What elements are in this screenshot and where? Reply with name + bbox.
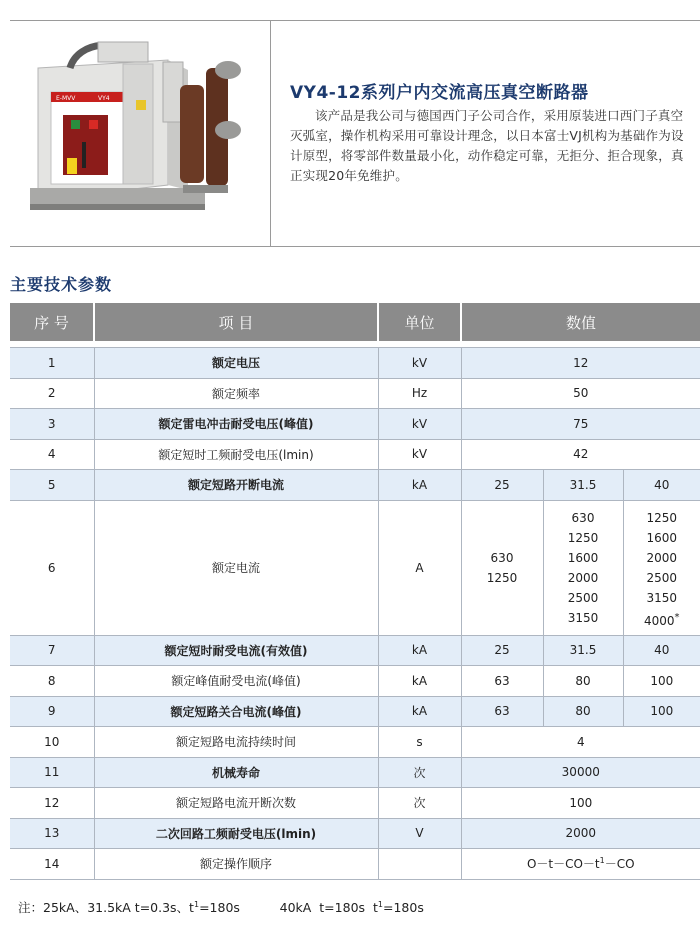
row-value: 50: [461, 378, 700, 409]
row-value-40: 40: [623, 470, 700, 501]
row-value-25: 25: [461, 635, 543, 666]
table-row: [10, 378, 700, 409]
photo-label-left: E-MVV: [56, 95, 76, 102]
row-seq: 12: [10, 788, 94, 819]
section-title: 主要技术参数: [10, 275, 113, 294]
table-row: [10, 788, 700, 819]
row-item: 额定操作顺序: [94, 849, 378, 880]
row-unit: A: [378, 500, 461, 635]
row-seq: 10: [10, 727, 94, 758]
row-value-31: 80: [543, 666, 623, 697]
row-value: 2000: [461, 818, 700, 849]
table-header: [10, 303, 700, 341]
note-mid: =180s 40kA t=180s t: [199, 900, 378, 915]
row-value-40: 40: [623, 635, 700, 666]
row-seq: 4: [10, 439, 94, 470]
row-value-31: 31.5: [543, 470, 623, 501]
row-value-40: 100: [623, 696, 700, 727]
table-row: [10, 849, 700, 880]
row-item: 二次回路工频耐受电压(lmin): [94, 818, 378, 849]
footnote: [18, 898, 424, 916]
table-row: [10, 818, 700, 849]
row-item: 额定短时工频耐受电压(lmin): [94, 439, 378, 470]
row-unit: kV: [378, 409, 461, 440]
row-item: 额定短路电流持续时间: [94, 727, 378, 758]
row-item: 机械寿命: [94, 757, 378, 788]
current-value: 2000: [646, 550, 678, 565]
row-seq: 8: [10, 666, 94, 697]
row-unit: kV: [378, 439, 461, 470]
table-row: [10, 409, 700, 440]
footnote-mark: *: [674, 611, 680, 623]
current-value: 3150: [567, 610, 599, 625]
row-seq: 14: [10, 849, 94, 880]
current-col-31: [543, 500, 623, 635]
current-value: 2500: [567, 590, 599, 605]
row-seq: 1: [10, 348, 94, 379]
row-value-40: 100: [623, 666, 700, 697]
note-sup: 1: [377, 899, 383, 909]
row-value-31: 31.5: [543, 635, 623, 666]
row-unit: kA: [378, 666, 461, 697]
row-item: 额定雷电冲击耐受电压(峰值): [94, 409, 378, 440]
current-value-text: 4000: [643, 613, 675, 628]
row-seq: 7: [10, 635, 94, 666]
table-row: [10, 757, 700, 788]
row-unit: kA: [378, 696, 461, 727]
row-value: 75: [461, 409, 700, 440]
header-item: 项 目: [94, 303, 378, 341]
table-row: [10, 348, 700, 379]
row-item: 额定电流: [94, 500, 378, 635]
header-unit: 单位: [378, 303, 461, 341]
seq-part: －CO: [604, 857, 635, 872]
row-unit: Hz: [378, 378, 461, 409]
header-value: 数值: [461, 303, 700, 341]
table-row: [10, 500, 700, 635]
row-item: 额定电压: [94, 348, 378, 379]
header-seq: 序 号: [10, 303, 94, 341]
header-top-rule: [10, 20, 700, 21]
seq-part: O－t－CO－t: [526, 857, 600, 872]
row-unit: kA: [378, 635, 461, 666]
row-value-25: 63: [461, 666, 543, 697]
row-seq: 3: [10, 409, 94, 440]
header-bottom-rule: [10, 246, 700, 247]
row-item: 额定短时耐受电流(有效值): [94, 635, 378, 666]
note-suffix: =180s: [382, 900, 424, 915]
photo-label-right: VY4: [98, 95, 110, 102]
current-value: 1250: [567, 530, 599, 545]
row-unit: kA: [378, 470, 461, 501]
row-seq: 9: [10, 696, 94, 727]
current-value: 630: [571, 510, 595, 525]
table-row: [10, 635, 700, 666]
row-item: 额定短路电流开断次数: [94, 788, 378, 819]
row-unit: 次: [378, 788, 461, 819]
row-value: [461, 849, 700, 880]
note-prefix: 注：25kA、31.5kA t=0.3s、t: [18, 900, 194, 915]
row-item: 额定短路开断电流: [94, 470, 378, 501]
product-photo: [18, 30, 258, 230]
row-item: 额定频率: [94, 378, 378, 409]
current-col-40: [623, 500, 700, 635]
row-unit: V: [378, 818, 461, 849]
row-item: 额定峰值耐受电流(峰值): [94, 666, 378, 697]
row-seq: 13: [10, 818, 94, 849]
row-value-31: 80: [543, 696, 623, 727]
table-row: [10, 696, 700, 727]
row-value-25: 63: [461, 696, 543, 727]
note-sup: 1: [193, 899, 200, 909]
row-value: 12: [461, 348, 700, 379]
table-row: [10, 666, 700, 697]
row-seq: 11: [10, 757, 94, 788]
current-value: [624, 608, 700, 628]
current-value: 630: [490, 550, 514, 565]
header-divider: [270, 20, 271, 247]
spec-table: [10, 303, 700, 880]
row-value: 4: [461, 727, 700, 758]
row-unit: [378, 849, 461, 880]
product-title: VY4-12系列户内交流高压真空断路器: [290, 83, 589, 103]
current-value: 2000: [567, 570, 599, 585]
row-value: 100: [461, 788, 700, 819]
row-seq: 5: [10, 470, 94, 501]
current-value: 3150: [646, 590, 678, 605]
row-value: 42: [461, 439, 700, 470]
row-unit: s: [378, 727, 461, 758]
table-row: [10, 439, 700, 470]
seq-sup: 1: [599, 856, 605, 866]
current-value: 2500: [646, 570, 678, 585]
current-value: 1600: [646, 530, 678, 545]
table-row: [10, 470, 700, 501]
row-seq: 2: [10, 378, 94, 409]
current-value: 1250: [646, 510, 678, 525]
row-unit: kV: [378, 348, 461, 379]
current-value: 1250: [486, 570, 518, 585]
row-unit: 次: [378, 757, 461, 788]
row-value: 30000: [461, 757, 700, 788]
row-item: 额定短路关合电流(峰值): [94, 696, 378, 727]
row-seq: 6: [10, 500, 94, 635]
current-col-25: [461, 500, 543, 635]
current-value: 1600: [567, 550, 599, 565]
row-value-25: 25: [461, 470, 543, 501]
product-description: 该产品是我公司与德国西门子公司合作，采用原装进口西门子真空灭弧室，操作机构采用可靠设计理念，以日本富士VJ机构为基础作为设计原型，将零部件数量最小化，动作稳定可靠，无拒分、拒合现象，真正实现20年免维护。: [290, 108, 684, 183]
table-row: [10, 727, 700, 758]
